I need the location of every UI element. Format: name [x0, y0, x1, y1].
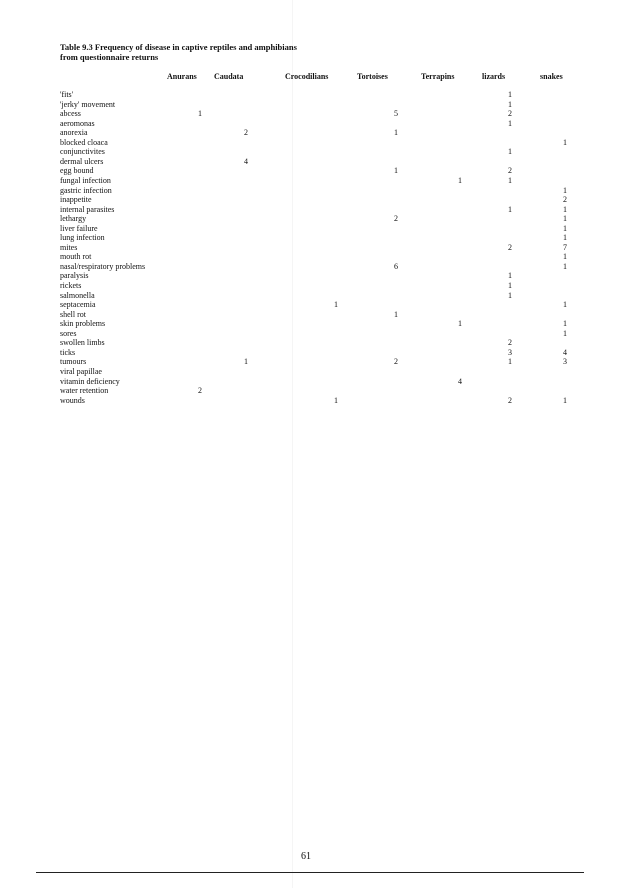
table-cell: 1 — [508, 175, 512, 185]
row-label: abcess — [60, 109, 81, 119]
row-label: gastric infection — [60, 185, 112, 195]
row-label: inappetite — [60, 195, 92, 205]
table-row — [60, 386, 580, 396]
table-cell: 1 — [508, 204, 512, 214]
table-row — [60, 377, 580, 387]
table-row — [60, 138, 580, 148]
table-cell: 1 — [508, 90, 512, 99]
table-row — [60, 367, 580, 377]
row-label: aeromonas — [60, 118, 95, 128]
table-row — [60, 186, 580, 196]
table-cell: 2 — [508, 395, 512, 405]
row-label: vitamin deficiency — [60, 376, 120, 386]
row-label: wounds — [60, 395, 85, 405]
table-cell: 2 — [508, 338, 512, 348]
table-cell: 1 — [334, 395, 338, 405]
table-cell: 1 — [508, 99, 512, 109]
table-row — [60, 252, 580, 262]
row-label: viral papillae — [60, 366, 102, 376]
table-cell: 3 — [563, 357, 567, 367]
table-cell: 1 — [563, 137, 567, 147]
table-row — [60, 176, 580, 186]
table-title-line-1: Table 9.3 Frequency of disease in captive reptiles and amphibians — [60, 42, 297, 52]
table-cell: 3 — [508, 347, 512, 357]
table-row — [60, 147, 580, 157]
table-cell: 1 — [563, 185, 567, 195]
table-row — [60, 109, 580, 119]
table-cell: 6 — [394, 261, 398, 271]
row-label: ticks — [60, 347, 76, 357]
table-cell: 1 — [563, 252, 567, 262]
row-label: lung infection — [60, 233, 105, 243]
row-label: conjunctivites — [60, 147, 105, 157]
table-cell: 2 — [508, 166, 512, 176]
table-row — [60, 271, 580, 281]
table-cell: 1 — [563, 233, 567, 243]
column-header: snakes — [540, 72, 563, 81]
table-row — [60, 291, 580, 301]
table-cell: 1 — [563, 395, 567, 405]
row-label: tumours — [60, 357, 87, 367]
table-cell: 1 — [563, 319, 567, 329]
row-label: mites — [60, 242, 78, 252]
table-row — [60, 157, 580, 167]
column-header: Terrapins — [421, 72, 455, 81]
table-row — [60, 243, 580, 253]
row-label: anorexia — [60, 128, 88, 138]
table-cell: 1 — [508, 281, 512, 290]
row-label: fungal infection — [60, 175, 111, 185]
table-cell: 1 — [394, 166, 398, 176]
table-row — [60, 300, 580, 310]
table-row — [60, 166, 580, 176]
row-label: septacemia — [60, 300, 96, 310]
table-row — [60, 281, 580, 291]
table-row — [60, 214, 580, 224]
table-row — [60, 90, 580, 100]
table-cell: 1 — [508, 147, 512, 157]
row-label: water retention — [60, 386, 109, 396]
table-cell: 4 — [458, 376, 462, 386]
row-label: skin problems — [60, 319, 106, 329]
table-cell: 5 — [394, 109, 398, 119]
table-row — [60, 195, 580, 205]
table-row — [60, 310, 580, 320]
table-cell: 1 — [508, 118, 512, 128]
table-row — [60, 319, 580, 329]
table-cell: 1 — [508, 357, 512, 367]
table-row — [60, 262, 580, 272]
row-label: swollen limbs — [60, 338, 105, 348]
table-cell: 1 — [458, 319, 462, 329]
table-cell: 2 — [198, 386, 202, 396]
row-label: egg bound — [60, 166, 94, 176]
column-header: lizards — [482, 72, 506, 81]
row-label: lethargy — [60, 214, 87, 224]
table-row — [60, 224, 580, 234]
table-cell: 1 — [334, 300, 338, 310]
row-label: paralysis — [60, 271, 89, 281]
table-cell: 1 — [563, 328, 567, 338]
table-cell: 2 — [563, 195, 567, 205]
table-row — [60, 233, 580, 243]
table-cell: 1 — [508, 271, 512, 281]
table-cell: 1 — [198, 109, 202, 119]
table-cell: 1 — [394, 309, 398, 319]
column-header: Caudata — [214, 72, 244, 81]
row-label: shell rot — [60, 309, 86, 319]
table-row — [60, 396, 580, 406]
table-cell: 1 — [244, 357, 248, 367]
column-header: Tortoises — [357, 72, 388, 81]
table-title — [60, 42, 297, 62]
table-cell: 2 — [394, 214, 398, 224]
row-label: dermal ulcers — [60, 156, 104, 166]
column-header: Crocodilians — [285, 72, 329, 81]
column-header: Anurans — [167, 72, 197, 81]
table-cell: 1 — [563, 223, 567, 233]
table-cell: 2 — [394, 357, 398, 367]
table-cell: 2 — [244, 128, 248, 138]
table-cell: 2 — [508, 109, 512, 119]
row-label: 'fits' — [60, 90, 74, 99]
table-cell: 1 — [458, 175, 462, 185]
table-row — [60, 119, 580, 129]
footer-rule — [36, 872, 584, 873]
table-cell: 1 — [563, 261, 567, 271]
row-label: liver failure — [60, 223, 98, 233]
table-cell: 1 — [563, 204, 567, 214]
table-row — [60, 128, 580, 138]
table-cell: 1 — [508, 290, 512, 300]
row-label: rickets — [60, 281, 82, 290]
table-cell: 1 — [563, 300, 567, 310]
table-cell: 7 — [563, 242, 567, 252]
table-row — [60, 338, 580, 348]
table-cell: 2 — [508, 242, 512, 252]
table-row — [60, 348, 580, 358]
page-number: 61 — [301, 851, 311, 862]
row-label: mouth rot — [60, 252, 92, 262]
table-row — [60, 205, 580, 215]
row-label: sores — [60, 328, 77, 338]
table-row — [60, 357, 580, 367]
row-label: nasal/respiratory problems — [60, 261, 146, 271]
row-label: 'jerky' movement — [60, 99, 116, 109]
table-cell: 4 — [563, 347, 567, 357]
table-cell: 1 — [394, 128, 398, 138]
table-row — [60, 329, 580, 339]
row-label: internal parasites — [60, 204, 115, 214]
table-title-line-2: from questionnaire returns — [60, 52, 159, 62]
table-row — [60, 100, 580, 110]
row-label: salmonella — [60, 290, 95, 300]
row-label: blocked cloaca — [60, 137, 108, 147]
table-cell: 4 — [244, 156, 248, 166]
table-cell: 1 — [563, 214, 567, 224]
